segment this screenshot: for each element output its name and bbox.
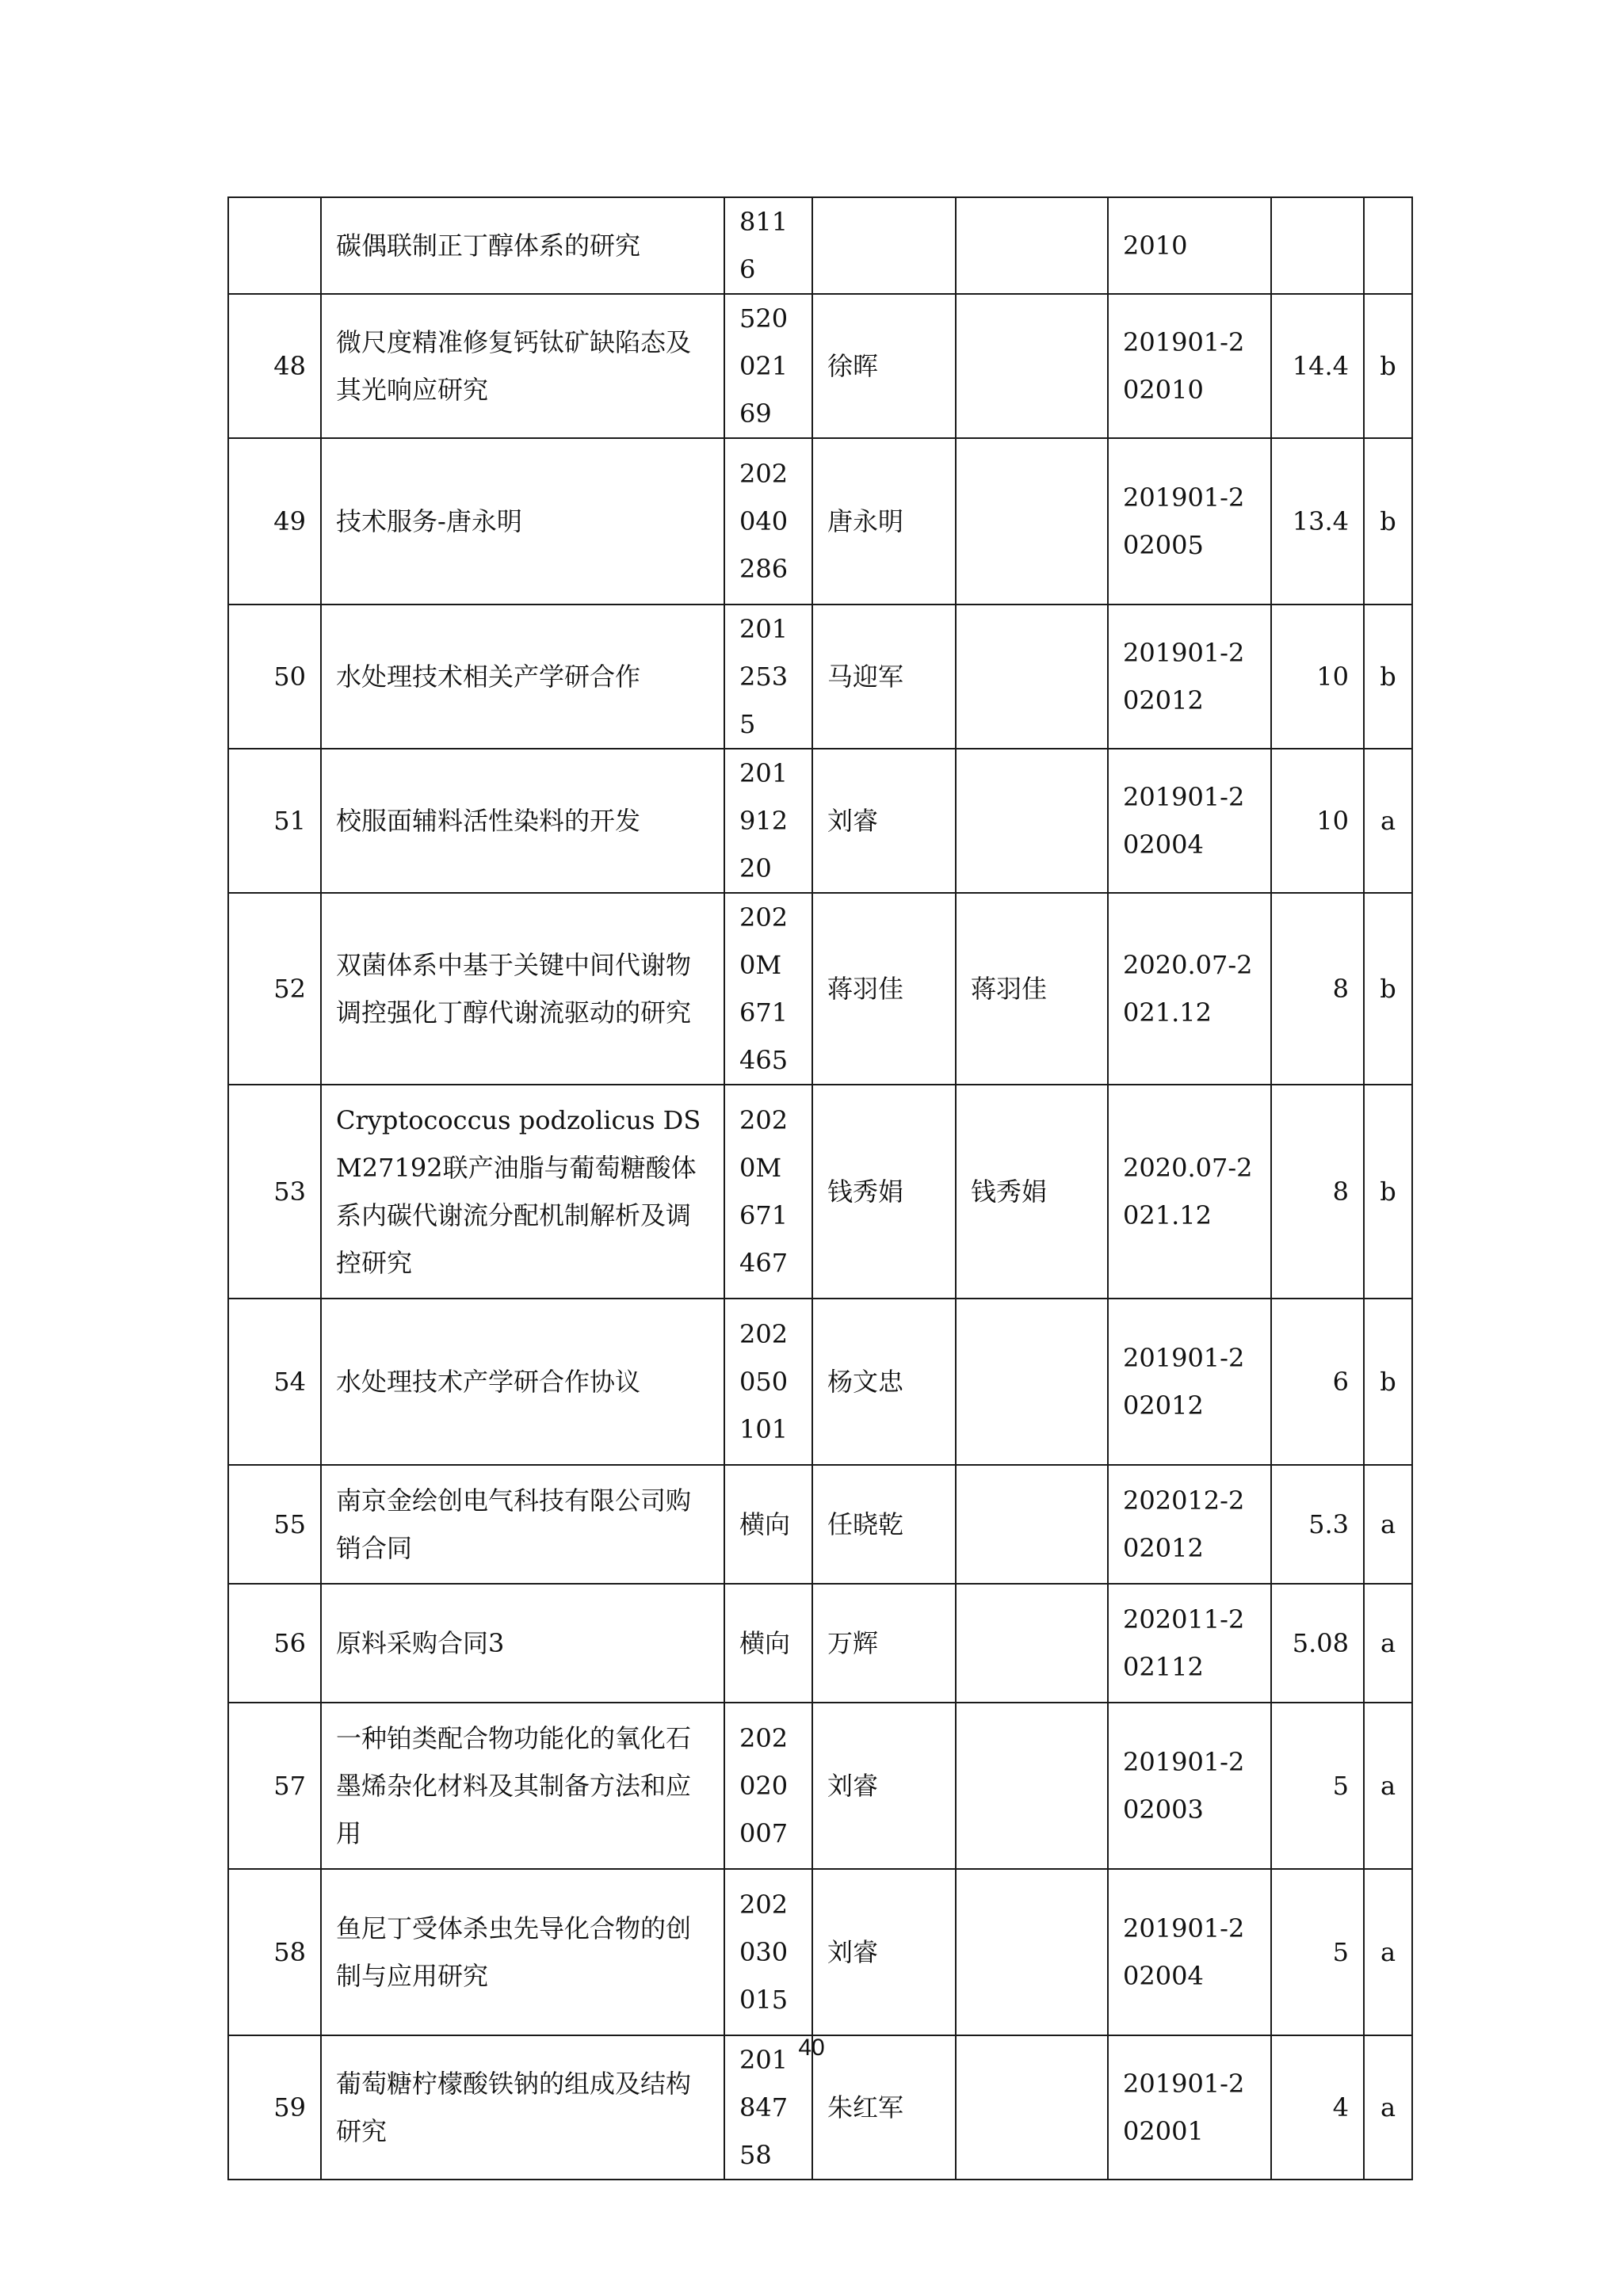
project-person	[956, 1465, 1108, 1584]
project-name: Cryptococcus podzolicus DSM27192联产油脂与葡萄糖酸体系内碳代谢流分配机制解析及调控研究	[321, 1085, 724, 1299]
project-category: a	[1364, 1465, 1412, 1584]
project-name: 葡萄糖柠檬酸铁钠的组成及结构研究	[321, 2035, 724, 2180]
project-leader: 任晓乾	[812, 1465, 956, 1584]
table-row	[228, 197, 1412, 294]
project-name: 原料采购合同3	[321, 1584, 724, 1703]
table-row	[228, 1465, 1412, 1584]
table-row	[228, 294, 1412, 438]
project-amount	[1271, 197, 1364, 294]
project-amount: 5	[1271, 1869, 1364, 2035]
row-number: 55	[228, 1465, 321, 1584]
row-number: 52	[228, 893, 321, 1085]
project-person	[956, 294, 1108, 438]
project-code: 52002169	[724, 294, 812, 438]
project-amount: 8	[1271, 893, 1364, 1085]
project-category: b	[1364, 605, 1412, 749]
project-period: 201901-202004	[1108, 1869, 1271, 2035]
project-name: 水处理技术相关产学研合作	[321, 605, 724, 749]
project-person	[956, 749, 1108, 893]
project-person: 蒋羽佳	[956, 893, 1108, 1085]
project-category: a	[1364, 749, 1412, 893]
project-name: 鱼尼丁受体杀虫先导化合物的创制与应用研究	[321, 1869, 724, 2035]
project-period: 2020.07-2021.12	[1108, 1085, 1271, 1299]
project-name: 双菌体系中基于关键中间代谢物调控强化丁醇代谢流驱动的研究	[321, 893, 724, 1085]
project-code: 2020M671465	[724, 893, 812, 1085]
row-number: 48	[228, 294, 321, 438]
project-person	[956, 1299, 1108, 1465]
table-row	[228, 1085, 1412, 1299]
project-leader: 马迎军	[812, 605, 956, 749]
project-period: 201901-202012	[1108, 1299, 1271, 1465]
project-period: 202011-202112	[1108, 1584, 1271, 1703]
project-leader: 唐永明	[812, 438, 956, 605]
project-person	[956, 438, 1108, 605]
row-number: 53	[228, 1085, 321, 1299]
project-person	[956, 197, 1108, 294]
project-name: 一种铂类配合物功能化的氧化石墨烯杂化材料及其制备方法和应用	[321, 1703, 724, 1869]
project-code: 2012535	[724, 605, 812, 749]
project-period: 201901-202012	[1108, 605, 1271, 749]
project-code: 横向	[724, 1465, 812, 1584]
row-number: 58	[228, 1869, 321, 2035]
row-number: 54	[228, 1299, 321, 1465]
project-leader: 蒋羽佳	[812, 893, 956, 1085]
table-row	[228, 1703, 1412, 1869]
project-amount: 10	[1271, 749, 1364, 893]
project-code: 横向	[724, 1584, 812, 1703]
project-leader: 万辉	[812, 1584, 956, 1703]
project-name: 校服面辅料活性染料的开发	[321, 749, 724, 893]
project-period: 201901-202004	[1108, 749, 1271, 893]
project-code: 202020007	[724, 1703, 812, 1869]
project-code: 20191220	[724, 749, 812, 893]
project-category: a	[1364, 1584, 1412, 1703]
project-period: 2020.07-2021.12	[1108, 893, 1271, 1085]
row-number: 49	[228, 438, 321, 605]
project-period: 202012-202012	[1108, 1465, 1271, 1584]
table-row	[228, 438, 1412, 605]
project-leader: 刘睿	[812, 1703, 956, 1869]
project-leader: 杨文忠	[812, 1299, 956, 1465]
project-period: 201901-202003	[1108, 1703, 1271, 1869]
project-category: b	[1364, 1085, 1412, 1299]
project-leader: 钱秀娟	[812, 1085, 956, 1299]
row-number	[228, 197, 321, 294]
project-amount: 13.4	[1271, 438, 1364, 605]
project-name: 南京金绘创电气科技有限公司购销合同	[321, 1465, 724, 1584]
table-row	[228, 1584, 1412, 1703]
project-amount: 5.3	[1271, 1465, 1364, 1584]
project-period: 201901-202005	[1108, 438, 1271, 605]
project-amount: 5.08	[1271, 1584, 1364, 1703]
project-code: 202050101	[724, 1299, 812, 1465]
project-category: a	[1364, 2035, 1412, 2180]
project-leader: 朱红军	[812, 2035, 956, 2180]
row-number: 56	[228, 1584, 321, 1703]
project-category: b	[1364, 294, 1412, 438]
project-name: 微尺度精准修复钙钛矿缺陷态及其光响应研究	[321, 294, 724, 438]
project-table	[227, 196, 1413, 2180]
project-leader	[812, 197, 956, 294]
project-amount: 8	[1271, 1085, 1364, 1299]
project-person	[956, 1869, 1108, 2035]
project-leader: 徐晖	[812, 294, 956, 438]
project-person: 钱秀娟	[956, 1085, 1108, 1299]
project-code: 20184758	[724, 2035, 812, 2180]
project-person	[956, 1584, 1108, 1703]
project-person	[956, 1703, 1108, 1869]
project-period: 2010	[1108, 197, 1271, 294]
table-row	[228, 1869, 1412, 2035]
project-period: 201901-202001	[1108, 2035, 1271, 2180]
project-code: 202030015	[724, 1869, 812, 2035]
table-row	[228, 893, 1412, 1085]
project-leader: 刘睿	[812, 1869, 956, 2035]
project-amount: 6	[1271, 1299, 1364, 1465]
project-category: b	[1364, 1299, 1412, 1465]
project-name: 碳偶联制正丁醇体系的研究	[321, 197, 724, 294]
project-category: b	[1364, 893, 1412, 1085]
project-category: b	[1364, 438, 1412, 605]
page-number: 40	[798, 2035, 825, 2061]
row-number: 57	[228, 1703, 321, 1869]
project-code: 2020M671467	[724, 1085, 812, 1299]
project-amount: 4	[1271, 2035, 1364, 2180]
project-category	[1364, 197, 1412, 294]
project-category: a	[1364, 1869, 1412, 2035]
table-row	[228, 1299, 1412, 1465]
table-row	[228, 749, 1412, 893]
row-number: 51	[228, 749, 321, 893]
project-category: a	[1364, 1703, 1412, 1869]
row-number: 50	[228, 605, 321, 749]
project-amount: 14.4	[1271, 294, 1364, 438]
project-amount: 10	[1271, 605, 1364, 749]
row-number: 59	[228, 2035, 321, 2180]
project-code: 202040286	[724, 438, 812, 605]
project-amount: 5	[1271, 1703, 1364, 1869]
project-code: 8116	[724, 197, 812, 294]
project-leader: 刘睿	[812, 749, 956, 893]
table-row	[228, 605, 1412, 749]
project-period: 201901-202010	[1108, 294, 1271, 438]
project-person	[956, 605, 1108, 749]
project-name: 技术服务-唐永明	[321, 438, 724, 605]
project-name: 水处理技术产学研合作协议	[321, 1299, 724, 1465]
